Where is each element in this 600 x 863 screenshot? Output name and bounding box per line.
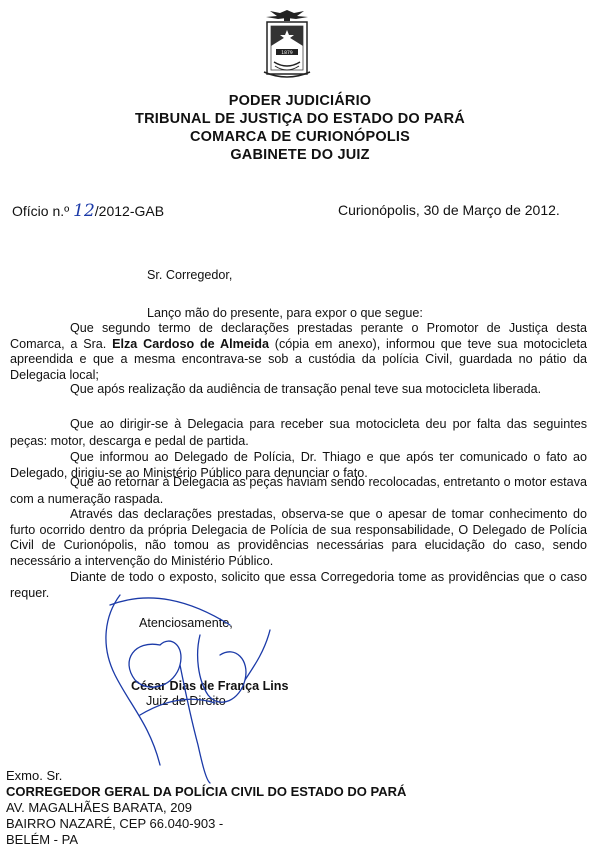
oficio-reference (12, 201, 164, 221)
salutation: Sr. Corregedor, (147, 268, 233, 282)
declarant-name: Elza Cardoso de Almeida (112, 336, 269, 351)
handwritten-signature (80, 585, 300, 785)
header-line-gabinete: GABINETE DO JUIZ (230, 147, 370, 163)
paragraph-request: Diante de todo o exposto, solicito que essa Corregedoria tome as providências que o caso requer. (10, 570, 587, 600)
header-line-tribunal: TRIBUNAL DE JUSTIÇA DO ESTADO DO PARÁ (135, 111, 465, 127)
place-date: Curionópolis, 30 de Março de 2012. (338, 202, 560, 218)
coat-of-arms-seal (262, 6, 312, 80)
paragraph-observations: Através das declarações prestadas, observa-se que o apesar de tomar conhecimento do furto ocorrido dentro da própria Delegacia de Polícia de sua responsabilidade, O Delegado de Polícia Civil de Curionópolis, não tomou as providências necessárias para elucidação do caso, sendo necessário a intervenção do Ministério Público. (10, 507, 587, 568)
oficio-suffix: /2012-GAB (94, 203, 165, 219)
paragraph-declarations (10, 321, 587, 383)
recipient-street: AV. MAGALHÃES BARATA, 209 (6, 800, 192, 815)
header-line-judiciary: PODER JUDICIÁRIO (228, 93, 372, 109)
farewell: Atenciosamente, (139, 616, 233, 630)
paragraph-return: Que ao retornar à Delegacia as peças haviam sendo recolocadas, entretanto o motor estava com a numeração raspada. (10, 475, 587, 506)
paragraph-intro: Lanço mão do presente, para expor o que segue: (147, 306, 423, 320)
oficio-number: 12 (73, 201, 95, 221)
paragraph-informed-delegado: Que informou ao Delegado de Polícia, Dr. Thiago e que após ter comunicado o fato ao Delegado, dirigiu-se ao Ministério Público para denunciar o fato. (10, 450, 587, 480)
declarations-text-b: (cópia em anexo), informou que teve sua motocicleta apreendida e que a mesma encontrava-se sob a custódia da polícia Civil, guardada no pátio da Delegacia local; (10, 336, 588, 382)
seal-year: 1879 (281, 51, 293, 56)
paragraph-missing-parts: Que ao dirigir-se à Delegacia para receber sua motocicleta deu por falta das seguintes peças: motor, descarga e pedal de partida. (10, 417, 587, 448)
signer-title: Juiz de Direito (146, 694, 226, 708)
recipient-district: BAIRRO NAZARÉ, CEP 66.040-903 - (6, 816, 224, 831)
recipient-title: CORREGEDOR GERAL DA POLÍCIA CIVIL DO ESTADO DO PARÁ (6, 784, 407, 799)
paragraph-release: Que após realização da audiência de transação penal teve sua motocicleta liberada. (70, 382, 542, 396)
recipient-city: BELÉM - PA (6, 832, 79, 847)
declarations-text-a: Que segundo termo de declarações prestadas perante o Promotor de Justiça desta Comarca, a Sra. (10, 321, 587, 351)
header-line-comarca: COMARCA DE CURIONÓPOLIS (190, 129, 410, 145)
signer-name: César Dias de França Lins (131, 679, 289, 693)
recipient-salutation: Exmo. Sr. (6, 768, 63, 783)
oficio-prefix: Ofício n.º (12, 203, 74, 219)
